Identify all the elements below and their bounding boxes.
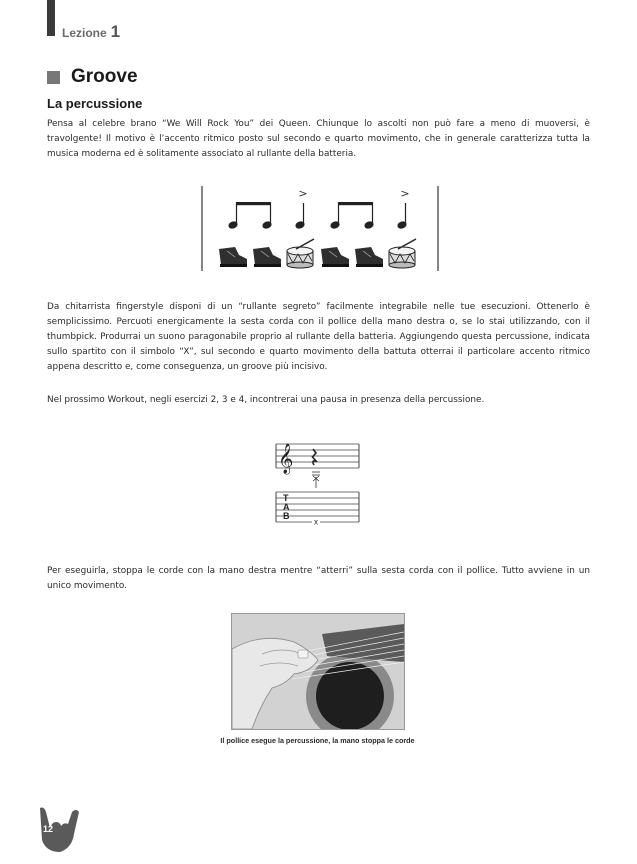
boot-icon bbox=[321, 247, 349, 267]
accent-mark: > bbox=[298, 187, 308, 200]
quarter-rest-icon bbox=[313, 449, 317, 465]
paragraph-execution: Per eseguirla, stoppa le corde con la mano destra mentre “atterri” sulla sesta corda con il pollice. Tutto avviene in un unico movimento. bbox=[47, 566, 590, 591]
percussion-note bbox=[312, 472, 320, 488]
tab-percussion-x: x bbox=[314, 517, 318, 525]
photo-caption: Il pollice esegue la percussione, la mano stoppa le corde bbox=[220, 736, 415, 745]
lesson-number: 1 bbox=[110, 22, 121, 41]
square-bullet-icon bbox=[47, 71, 60, 84]
page-number: 12 bbox=[43, 824, 54, 834]
boot-icon bbox=[253, 247, 281, 267]
rhythm-icon-row bbox=[219, 239, 416, 268]
beamed-eighth-notes bbox=[228, 202, 272, 229]
treble-clef-icon: 𝄞 bbox=[278, 444, 294, 474]
boot-icon bbox=[355, 247, 383, 267]
accent-mark: > bbox=[400, 187, 410, 200]
beamed-eighth-notes bbox=[330, 202, 374, 229]
tab-letter-a: A bbox=[283, 502, 290, 512]
notation-figure bbox=[275, 440, 361, 525]
lesson-bar bbox=[47, 0, 55, 36]
quarter-note bbox=[397, 203, 407, 229]
paragraph-secret-snare: Da chitarrista fingerstyle disponi di un “rullante segreto” facilmente integrabile nelle tue esecuzioni. Ottenerlo è semplicissimo. Percuoti energicamente la sesta corda con il pollice della mano destra o, se lo stai utilizzando, con il thumbpick. Produrrai un suono paragonabile proprio al rullante della batteria. Aggiungendo questa percussione, indicata sullo spartito con il simbolo “X”, sul secondo e quarto movimento della battuta otterrai il particolare accento ritmico appena descritto e, come conseguenza, un groove più incisivo. bbox=[47, 302, 590, 372]
snare-drum-icon bbox=[389, 239, 416, 268]
tab-letter-t: T bbox=[283, 493, 289, 503]
lesson-label bbox=[62, 22, 120, 42]
snare-drum-icon bbox=[287, 239, 314, 268]
tab-letter-b: B bbox=[283, 511, 290, 521]
boot-icon bbox=[219, 247, 247, 267]
section-title: Groove bbox=[71, 66, 138, 87]
rhythm-figure bbox=[195, 183, 445, 275]
paragraph-workout: Nel prossimo Workout, negli esercizi 2, 3 e 4, incontrerai una pausa in presenza della percussione. bbox=[47, 395, 485, 405]
sub-title: La percussione bbox=[47, 96, 143, 111]
lesson-label-text: Lezione bbox=[62, 26, 107, 40]
guitar-photo bbox=[231, 613, 405, 730]
paragraph-intro: Pensa al celebre brano “We Will Rock You” dei Queen. Chiunque lo ascolti non può fare a meno di muoversi, è travolgente! Il motivo è l’accento ritmico posto sul secondo e quarto movimento, che in generale caratterizza tutta la musica moderna ed è solitamente associato al rullante della batteria. bbox=[47, 119, 590, 159]
quarter-note bbox=[295, 203, 305, 229]
